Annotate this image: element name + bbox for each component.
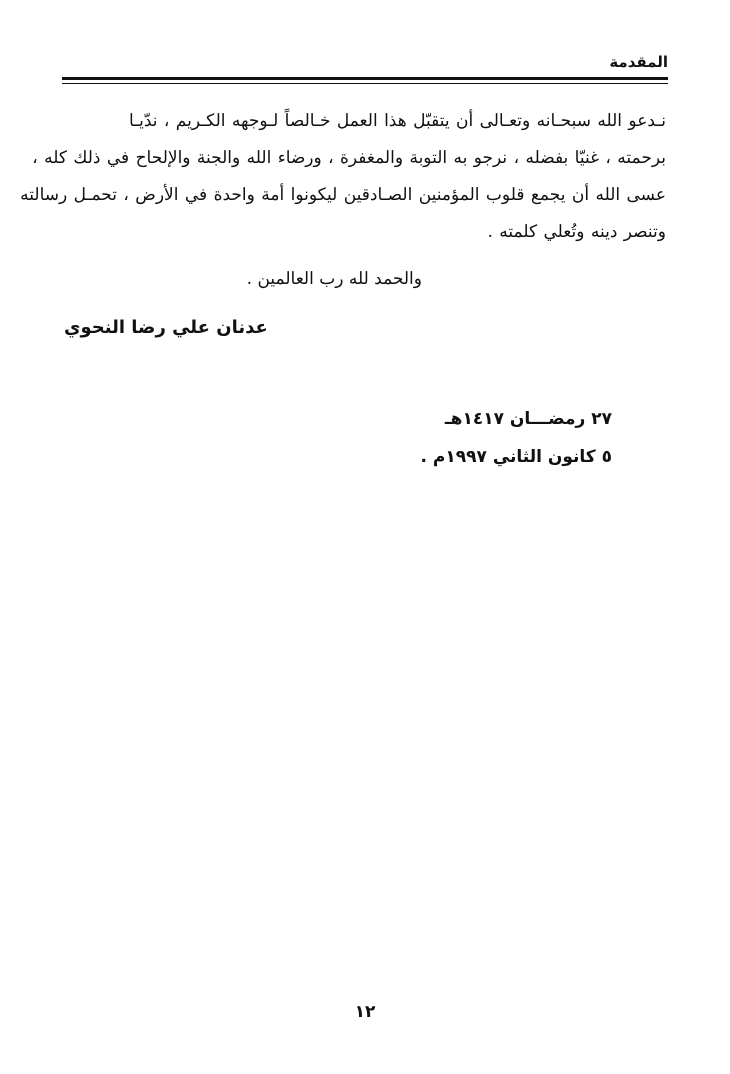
header-rule-thick (62, 77, 668, 80)
page-number: ١٢ (354, 1002, 376, 1022)
body-line: عسى الله أن يجمع قلوب المؤمنين الصـادقين ليكونوا أمة واحدة في الأرض ، تحمـل رسالته (20, 185, 666, 205)
running-title: المقدمة (609, 53, 668, 71)
author-signature: عدنان علي رضا النحوي (64, 317, 268, 338)
body-line: نـدعو الله سبحـانه وتعـالى أن يتقبّل هذا العمل خـالصاً لـوجهه الكـريم ، ندّيـا (128, 111, 666, 131)
header-rule-thin (62, 83, 668, 84)
body-line: برحمته ، غنيّا بفضله ، نرجو به التوبة والمغفرة ، ورضاء الله والجنة والإلحاح في ذلك كله ، (32, 148, 666, 168)
gregorian-date: ٥ كانون الثاني ١٩٩٧م . (420, 447, 612, 467)
body-paragraph (20, 103, 666, 251)
hijri-date: ٢٧ رمضـــان ١٤١٧هـ (444, 409, 612, 429)
date-block (421, 400, 612, 476)
closing-praise: والحمد لله رب العالمين . (246, 269, 422, 289)
body-line: وتنصر دينه وتُعلي كلمته . (487, 222, 666, 242)
